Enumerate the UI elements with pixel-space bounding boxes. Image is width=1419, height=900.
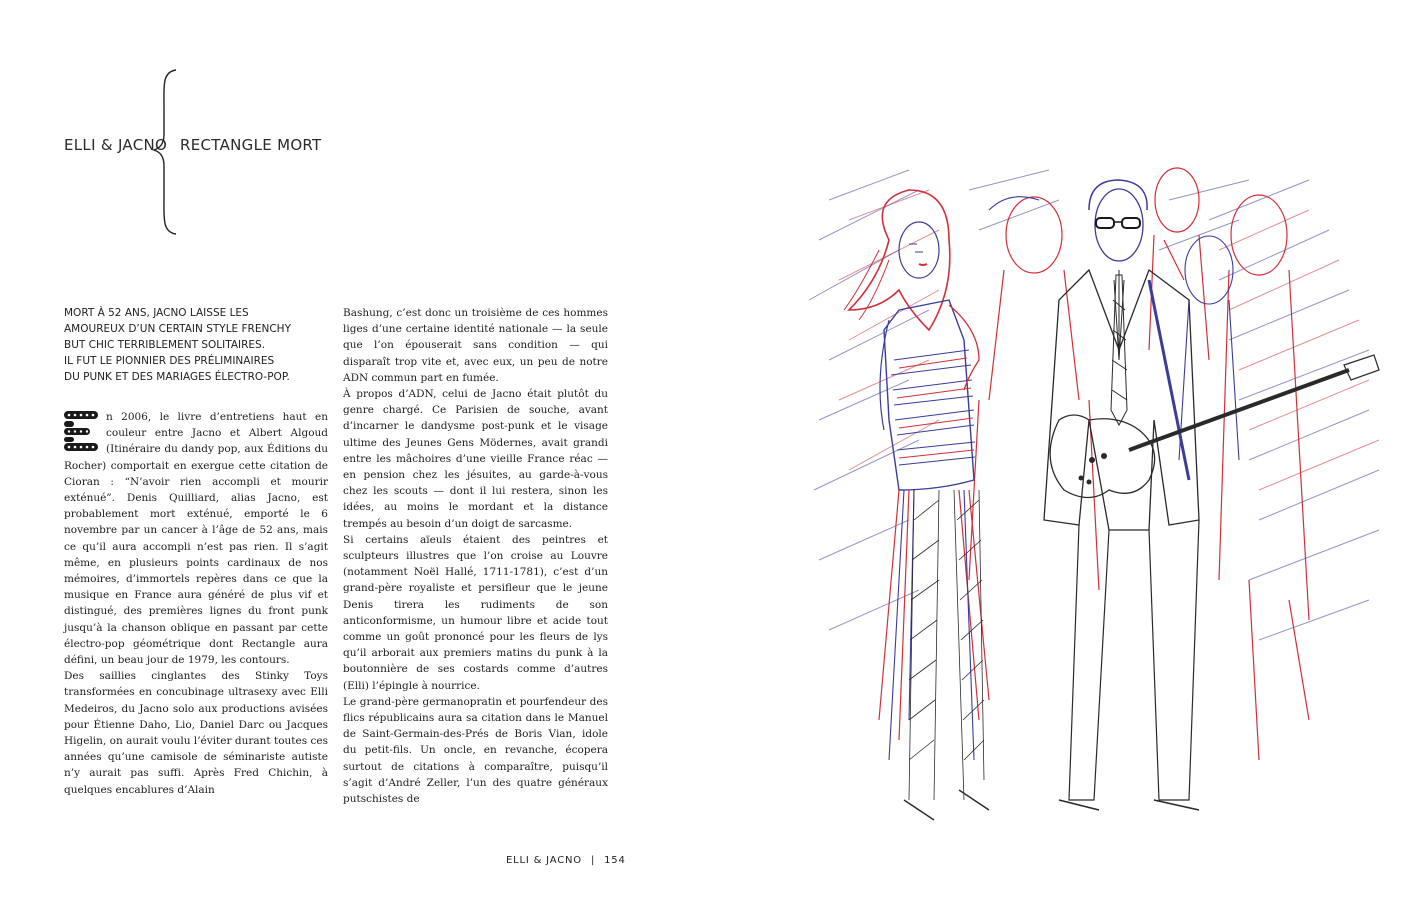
paragraph: Le grand-père germanopratin et pourfendeur des flics républicains aura sa citation dans le Manuel de Saint-Germain-des-Prés de Boris Vian, idole du petit-fils. Un oncle, en revanche, écopera surtout de citations à comparaître, puisqu’il s’agit d’André Zeller, l’un des quatre généraux putschistes de [343, 695, 608, 806]
paragraph: Si certains aïeuls étaient des peintres et sculpteurs illustres que l’on croise au Louvre (notamment Noël Hallé, 1711-1781), c’est d’un grand-père royaliste et persifleur que le jeune Denis tirera les rudiments de son anticonformisme, un humour libre et acide tout comme un goût prononcé pour les fleurs de lys qu’il arborait aux premiers matins du punk à la boutonnière de ses costards comme d’autres (Elli) l’épingle à nourrice. [343, 533, 608, 692]
band-illustration [789, 160, 1389, 840]
header-artist: ELLI & JACNO [64, 136, 168, 154]
lede-line: AMOUREUX D’UN CERTAIN STYLE FRENCHY [64, 323, 291, 335]
paragraph: Bashung, c’est donc un troisième de ces hommes liges d’une certaine identité nationale — la seule que l’on épouserait sans condition — qui disparaît trop vite et, avec eux, un peu de notre ADN commun part en fumée. [343, 307, 608, 384]
paragraph: À propos d’ADN, celui de Jacno était plutôt du genre chargé. Ce Parisien de souche, avant d’incarner le dandysme post-punk et le visage ultime des Jeunes Gens Mödernes, avait grandi entre les mâchoires d’une vieille France réac — en pension chez les jésuites, au garde-à-vous chez les scouts — dont il lui restera, sinon les idées, au moins le mordant et la distance trempés au besoin d’un doigt de sarcasme. [343, 388, 608, 530]
header-title: RECTANGLE MORT [180, 136, 322, 154]
lede-line: DU PUNK ET DES MARIAGES ÉLECTRO-POP. [64, 371, 290, 383]
right-page [709, 0, 1419, 900]
drop-cap-e-icon [64, 411, 98, 451]
running-head: ELLI & JACNO [506, 855, 582, 866]
page-number: 154 [604, 855, 626, 866]
lede-line: IL FUT LE PIONNIER DES PRÉLIMINAIRES [64, 355, 275, 367]
article-column-left [64, 409, 328, 798]
footer-separator: | [590, 855, 596, 866]
article-column-right [343, 305, 608, 807]
lede-line: BUT CHIC TERRIBLEMENT SOLITAIRES. [64, 339, 266, 351]
curly-brace-icon [150, 68, 180, 236]
paragraph: n 2006, le livre d’entretiens haut en couleur entre Jacno et Albert Algoud (Itinéraire du dandy pop, aux Éditions du Rocher) comportait en exergue cette citation de Cioran : “N’avoir rien accompli et mourir exténué”. Denis Quilliard, alias Jacno, est probablement mort exténué, emporté le 6 novembre par un cancer à l’âge de 52 ans, mais ce qu’il aura accompli n’est pas rien. Il s’agit même, en plusieurs points cardinaux de nos mémoires, d’immortels repères dans ce que la musique en France aura généré de plus vif et distingué, des premières lignes du front punk jusqu’à la chanson oblique en passant par cette électro-pop géométrique dont Rectangle aura défini, un beau jour de 1979, les contours. [64, 411, 328, 667]
lede-line: MORT À 52 ANS, JACNO LAISSE LES [64, 307, 249, 319]
left-page [0, 0, 709, 900]
lede [64, 305, 334, 385]
paragraph: Des saillies cinglantes des Stinky Toys transformées en concubinage ultrasexy avec Elli Medeiros, du Jacno solo aux productions avisées pour Étienne Daho, Lio, Daniel Darc ou Jacques Higelin, on aurait voulu l’éviter durant toutes ces années qu’une camisole de séminariste autiste n’y aurait pas suffi. Après Fred Chichin, à quelques encablures d’Alain [64, 670, 328, 796]
running-footer [506, 855, 626, 866]
